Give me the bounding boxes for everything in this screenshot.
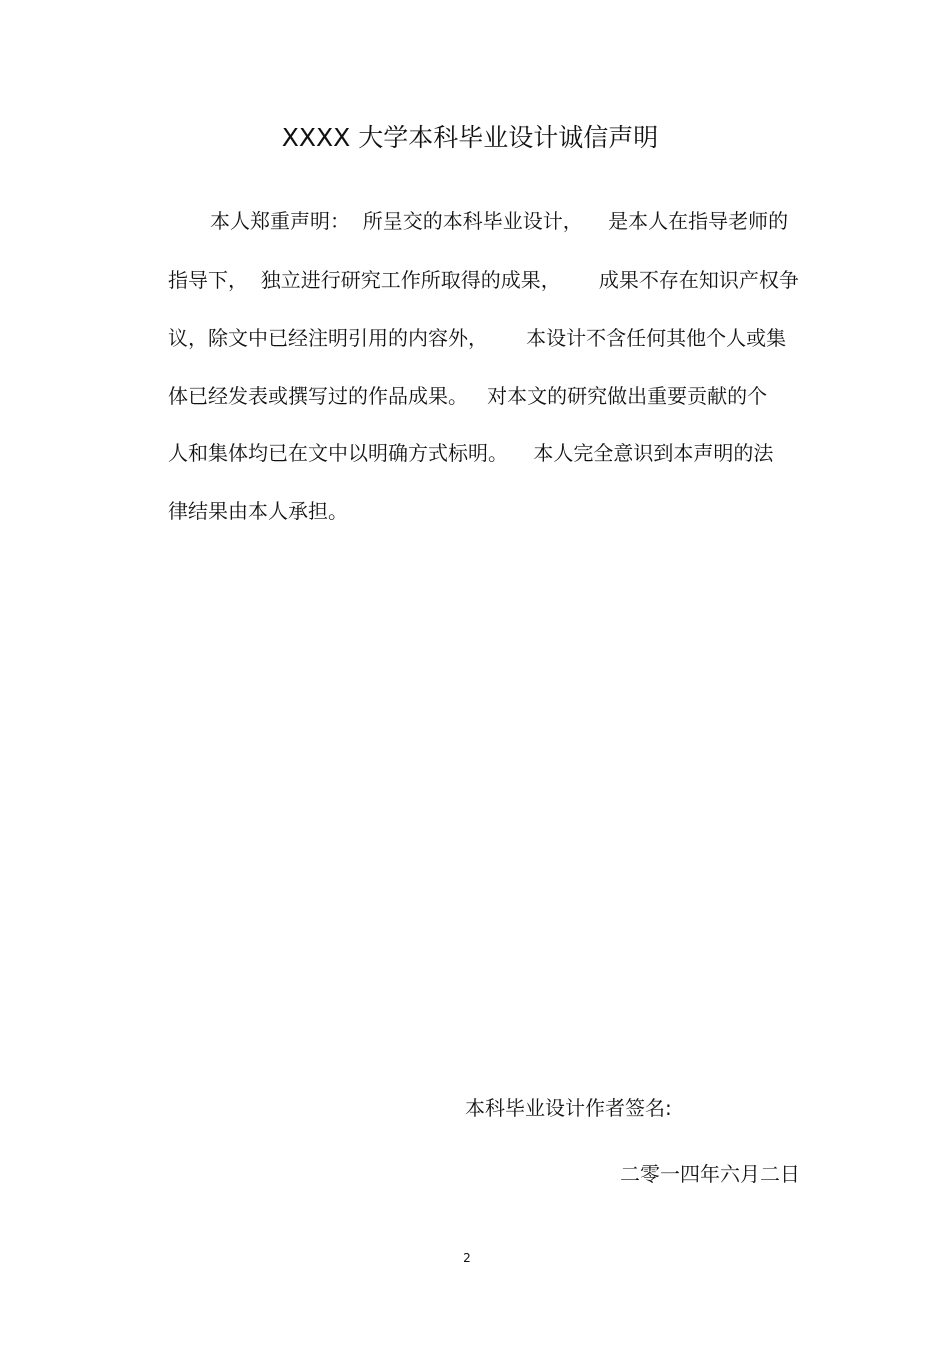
page-number: 2 (463, 1251, 471, 1265)
declaration-line-3: 议，除文中已经注明引用的内容外， 本设计不含任何其他个人或集 (168, 326, 787, 350)
declaration-line-4: 体已经发表或撰写过的作品成果。 对本文的研究做出重要贡献的个 (168, 384, 768, 408)
declaration-line-1: 本人郑重声明： 所呈交的本科毕业设计， 是本人在指导老师的 (210, 209, 789, 233)
author-signature-label: 本科毕业设计作者签名: (465, 1096, 672, 1120)
signature-date: 二零一四年六月二日 (620, 1162, 800, 1186)
declaration-line-6: 律结果由本人承担。 (168, 499, 348, 523)
document-title: XXXX 大学本科毕业设计诚信声明 (281, 123, 659, 152)
declaration-line-5: 人和集体均已在文中以明确方式标明。 本人完全意识到本声明的法 (168, 441, 774, 465)
declaration-line-2: 指导下， 独立进行研究工作所取得的成果， 成果不存在知识产权争 (168, 268, 799, 292)
